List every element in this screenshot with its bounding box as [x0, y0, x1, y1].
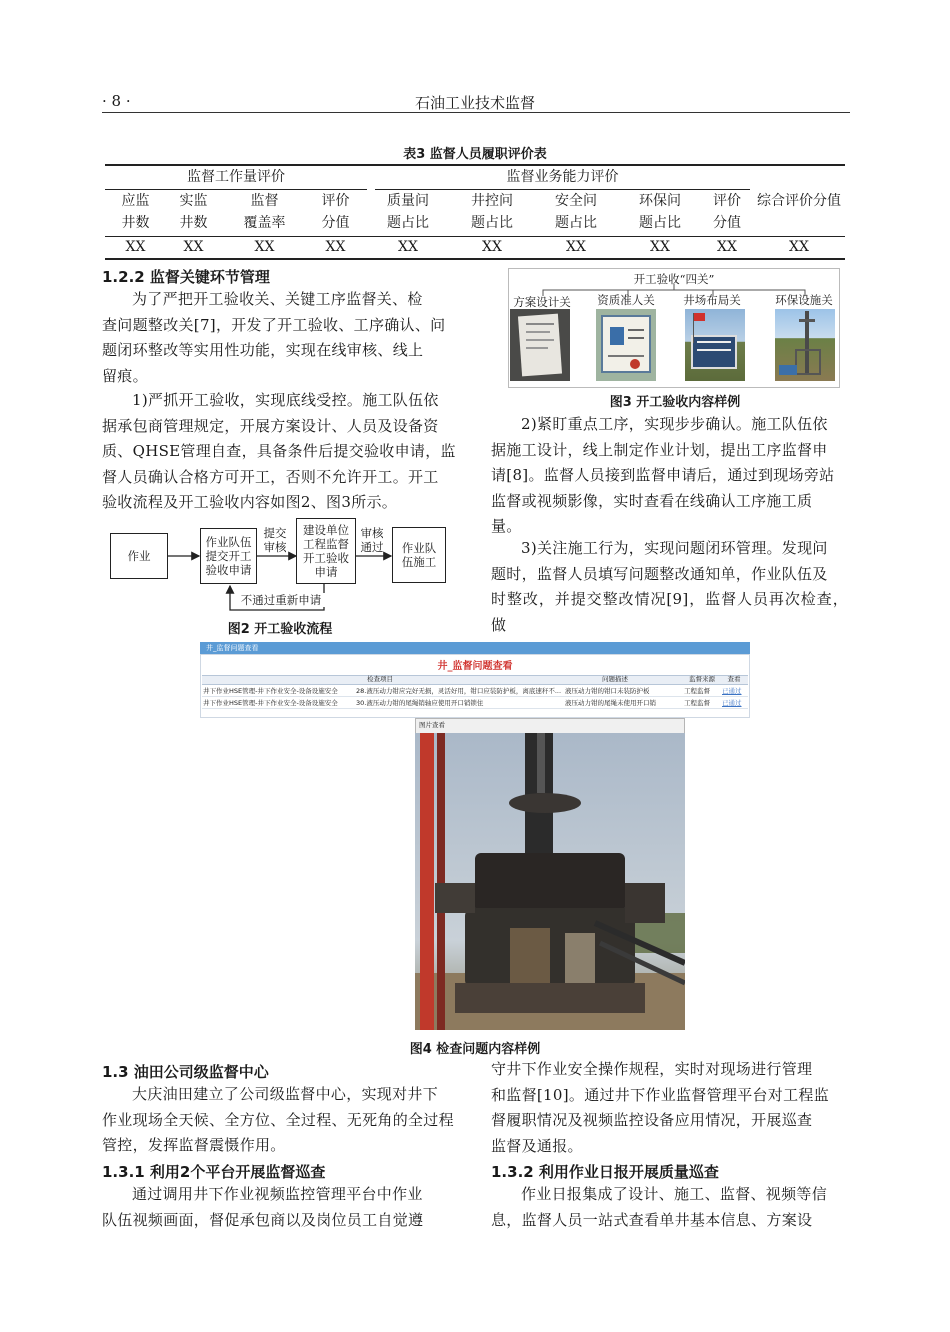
table-cell: XX — [482, 239, 502, 255]
figure-3-label: 井场布局关 — [683, 293, 741, 307]
table-cell: XX — [566, 239, 586, 255]
issue-source: 工程监督 — [684, 687, 710, 695]
table-cell: XX — [398, 239, 418, 255]
figure-3-label: 环保设施关 — [775, 293, 833, 307]
issue-detail: 28.液压动力钳应完好无损，灵活好用，钳口应装防护板，离底速秆不... — [356, 687, 562, 695]
photo-site-layout — [685, 309, 745, 381]
table-col-header: 安全问 题占比 — [555, 193, 597, 231]
header-rule — [102, 112, 850, 113]
photo-plan-document — [510, 309, 570, 381]
flow-box-submit: 作业队伍 提交开工 验收申请 — [200, 528, 257, 584]
table-col-header: 质量问 题占比 — [387, 193, 429, 231]
table-cell: XX — [183, 239, 204, 255]
table-col-header: 实监 井数 — [179, 193, 208, 231]
image-viewer-title: 图片查看 — [419, 721, 445, 729]
section-heading-1-3-2: 1.3.2 利用作业日报开展质量巡查 — [491, 1163, 719, 1181]
table-cell: XX — [650, 239, 670, 255]
flow-box-supervision: 建设单位 工程监督 开工验收 申请 — [296, 518, 356, 584]
table-col-header: 监督 覆盖率 — [243, 193, 286, 231]
paragraph: 作业日报集成了设计、施工、监督、视频等信 息，监督人员一站式查看单井基本信息、方案设 — [491, 1185, 828, 1229]
paragraph: 通过调用井下作业视频监控管理平台中作业 队伍视频画面，督促承包商以及岗位员工自觉遵 — [102, 1185, 424, 1229]
issue-table-header — [202, 675, 748, 685]
table-cell: XX — [789, 239, 809, 255]
issue-header-item: 检查项目 — [367, 675, 393, 683]
issue-problem: 液压动力钳的尾绳未使用开口销 — [565, 699, 656, 707]
figure-4-caption: 图4 检查问题内容样例 — [409, 1042, 541, 1057]
table-cell: XX — [717, 239, 737, 255]
issue-panel-title: 井_监督问题查看 — [437, 661, 513, 672]
paragraph: 3)关注施工行为，实现问题闭环管理。发现问 题时，监督人员填写问题整改通知单，作业队伍及 时整改，并提交整改情况[9]，监督人员再次检查，做 — [491, 539, 848, 634]
issue-source: 工程监督 — [684, 699, 710, 707]
app-title-text: 井_监督问题查看 — [206, 644, 259, 652]
paragraph: 1)严抓开工验收，实现底线受控。施工队伍依 据承包商管理规定，开展方案设计、人员及设备资 质、QHSE管理自查，具备条件后提交验收申请，监 督人员确认合格方可开工，否则不允许开工。开工 验收流程及开工验收内容如图2、图3所示。 — [102, 391, 456, 511]
flow-box-construction: 作业队 伍施工 — [392, 527, 446, 583]
paragraph: 大庆油田建立了公司级监督中心，实现对井下 作业现场全天候、全方位、全过程、无死角的全过程 管控，发挥监督震慑作用。 — [102, 1085, 454, 1154]
table-col-header-overall: 综合评价分值 — [757, 193, 841, 209]
issue-header-problem: 问题描述 — [602, 675, 628, 683]
flow-label-resubmit: 不通过重新申请 — [235, 593, 327, 607]
issue-problem: 液压动力钳的钳口未装防护板 — [565, 687, 650, 695]
table-cell: XX — [254, 239, 275, 255]
table-col-header: 应监 井数 — [121, 193, 150, 231]
flow-label-approved: 审核 通过 — [360, 526, 384, 554]
issue-item: 井下作业HSE管理-井下作业安全-设备设施安全 — [203, 699, 338, 707]
figure-3-title: 开工验收“四关” — [633, 272, 715, 286]
table-bottom-rule — [105, 258, 845, 260]
wellhead-photo — [415, 733, 685, 1030]
paragraph: 2)紧盯重点工序，实现步步确认。施工队伍依 据施工设计，线上制定作业计划，提出工序监督申 请[8]。监督人员接到监督申请后，通过到现场旁站 监督或视频影像，实时查看在线确认工序施工质 量。 — [491, 415, 835, 535]
app-title-bar — [200, 642, 750, 654]
table-group-workload: 监督工作量评价 — [187, 169, 285, 185]
table-col-header: 评价 分值 — [713, 193, 741, 231]
section-heading-1-3: 1.3 油田公司级监督中心 — [102, 1063, 269, 1081]
page-number: · 8 · — [102, 92, 131, 110]
photo-environmental-facilities — [775, 309, 835, 381]
issue-header-source: 监督来源 — [689, 675, 715, 683]
figure-3-label: 方案设计关 — [513, 295, 571, 309]
flow-box-work: 作业 — [110, 533, 168, 579]
issue-header-view: 查看 — [727, 675, 741, 683]
figure-2-caption: 图2 开工验收流程 — [227, 622, 333, 637]
photo-qualification-certificate — [596, 309, 656, 381]
paragraph: 为了严把开工验收关、关键工序监督关、检 查问题整改关[7]，开发了开工验收、工序确认、问 题闭环整改等实用性功能，实现在线审核、线上 留痕。 — [102, 290, 446, 385]
table-col-header: 评价 分值 — [321, 193, 350, 231]
issue-item: 井下作业HSE管理-井下作业安全-设备设施安全 — [203, 687, 338, 695]
view-link[interactable]: 已通过 — [722, 687, 742, 695]
figure-3-label: 资质准人关 — [597, 293, 655, 307]
table-col-header: 井控问 题占比 — [471, 193, 513, 231]
table-caption: 表3 监督人员履职评价表 — [403, 147, 547, 162]
table-cell: XX — [125, 239, 146, 255]
table-group-ability: 监督业务能力评价 — [506, 169, 619, 185]
paragraph: 守井下作业安全操作规程，实时对现场进行管理 和监督[10]。通过井下作业监督管理平台对工程监 督履职情况及视频监控设备应用情况，开展巡查 监督及通报。 — [491, 1060, 829, 1155]
table-col-header: 环保问 题占比 — [639, 193, 681, 231]
figure-3-caption: 图3 开工验收内容样例 — [609, 395, 741, 410]
view-link[interactable]: 已通过 — [722, 699, 742, 707]
flow-label-submit-review: 提交 审核 — [263, 526, 287, 554]
table-cell: XX — [325, 239, 346, 255]
journal-title: 石油工业技术监督 — [414, 94, 535, 112]
section-heading-1-3-1: 1.3.1 利用2个平台开展监督巡查 — [102, 1163, 326, 1181]
section-heading-1-2-2: 1.2.2 监督关键环节管理 — [102, 268, 270, 286]
issue-detail: 30.液压动力钳的尾绳销轴应使用开口销锁住 — [356, 699, 484, 707]
